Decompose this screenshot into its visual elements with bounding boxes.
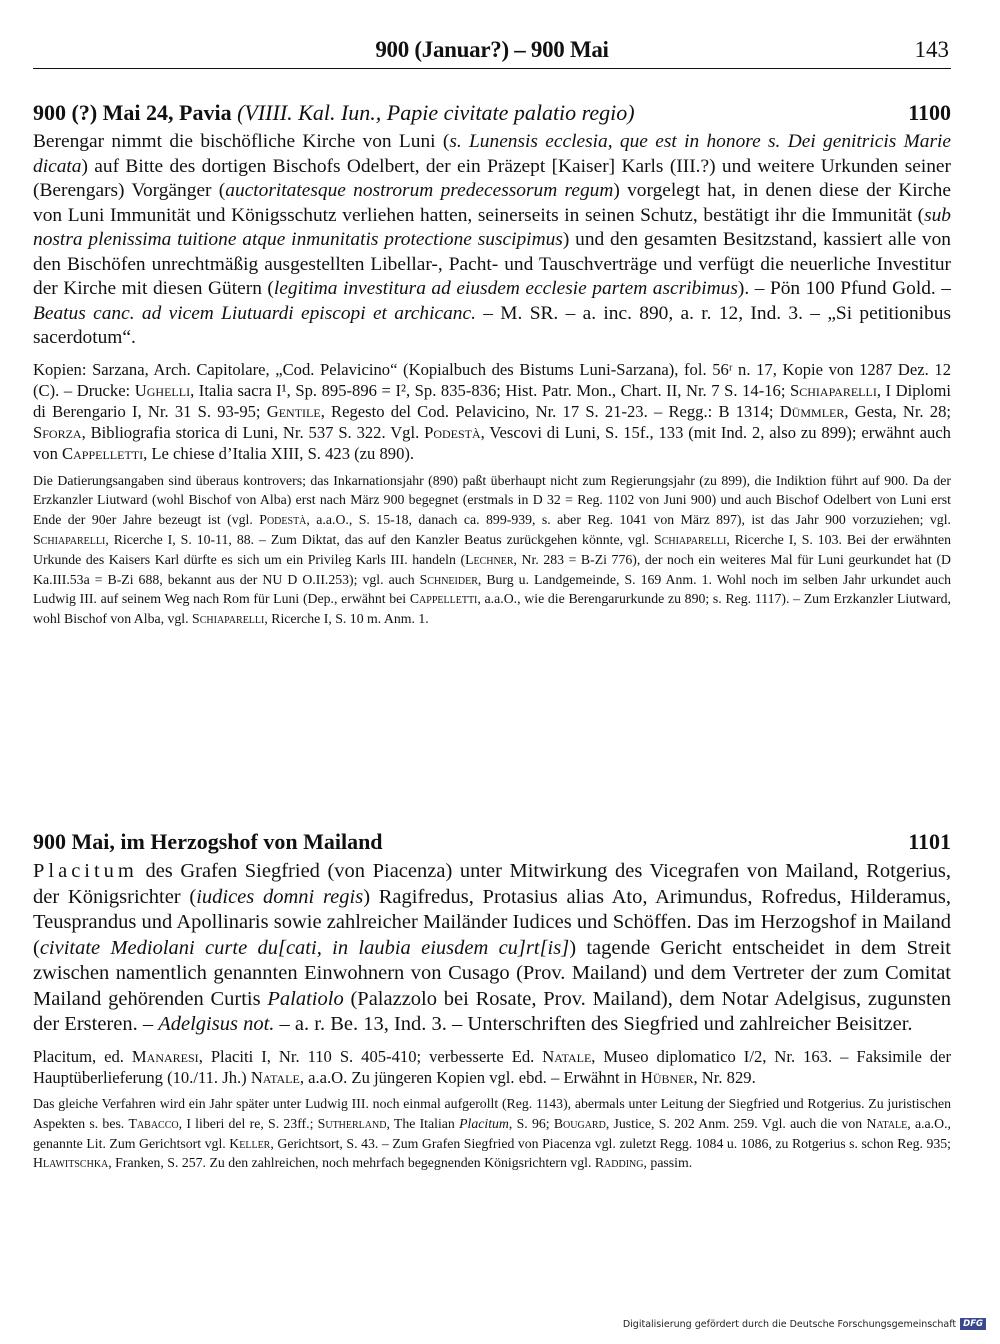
entry-heading [33,829,951,855]
footer-text: Digitalisierung gefördert durch die Deutsche Forschungsgemeinschaft [622,1318,957,1330]
entry-date-place: 900 (?) Mai 24, Pavia [33,100,232,125]
digitization-footer [623,1318,986,1330]
running-title: 900 (Januar?) – 900 Mai [375,37,609,62]
entry-number: 1100 [908,100,951,125]
regest-text: Placitum des Grafen Siegfried (von Piacenza) unter Mitwirkung des Vicegrafen von Mailand, Rotgerius, der Königsrichter (iudices domni regis) Ragifredus, Protasius alias Ato, Arimundus, Rofredus, Hilderamus, Teusprandus und Apollinaris sowie zahlreicher Mailänder Iudices und Schöffen. Das im Herzogshof in Mailand (civitate Mediolani curte du[cati, in laubia eiusdem cu]rt[is]) tagende Gericht entscheidet in dem Streit zwischen namentlich genannten Einwohnern von Cusago (Prov. Mailand) und dem Vertreter der zum Comitat Mailand gehörenden Curtis Palatiolo (Palazzolo bei Rosate, Prov. Mailand), dem Notar Adelgisus, zugunsten der Ersteren. – Adelgisus not. – a. r. Be. 13, Ind. 3. – Unterschriften des Siegfried und zahlreicher Beisitzer. [33,860,952,1035]
page-number: 143 [914,37,949,62]
dfg-logo: DFG [960,1318,986,1330]
copies-and-editions: Kopien: Sarzana, Arch. Capitolare, „Cod. Pelavicino“ (Kopialbuch des Bistums Luni-Sarzana), fol. 56ʳ n. 17, Kopie von 1287 Dez. 12 (C). – Drucke: Ughelli, Italia sacra I¹, Sp. 895-896 = I², Sp. 835-836; Hist. Patr. Mon., Chart. II, Nr. 7 S. 14-16; Schiaparelli, I Diplomi di Berengario I, Nr. 31 S. 93-95; Gentile, Regesto del Cod. Pelavicino, Nr. 17 S. 21-23. – Regg.: B 1314; Dümmler, Gesta, Nr. 28; Sforza, Bibliografia storica di Luni, Nr. 537 S. 322. Vgl. Podestà, Vescovi di Luni, S. 15f., 133 (mit Ind. 2, also zu 899); erwähnt auch von Cappelletti, Le chiese d’Italia XIII, S. 423 (zu 890). [33,359,951,464]
entry-1101 [33,829,951,1173]
regest-text: Berengar nimmt die bischöfliche Kirche von Luni (s. Lunensis ecclesia, que est in honore s. Dei genitricis Marie dicata) auf Bitte des dortigen Bischofs Odelbert, der ein Präzept [Kaiser] Karls (III.?) und weitere Urkunden seiner (Berengars) Vorgänger (auctoritatesque nostrorum predecessorum regum) vorgelegt hat, in denen diese der Kirche von Luni Immunität und Königsschutz verliehen hatten, seinerseits in seinen Schutz, bestätigt ihr die Immunität (sub nostra plenissima tuitione atque inmunitatis protectione suscipimus) und den gesamten Besitzstand, kassiert alle von den Bischöfen unrechtmäßig ausgestellten Libellar-, Pacht- und Tauschverträge und verfügt die neuerliche Investitur der Kirche mit diesen Gütern (legitima investitura ad eiusdem ecclesie partem ascribimus). – Pön 100 Pfund Gold. – Beatus canc. ad vicem Liutuardi episcopi et archicanc. – M. SR. – a. inc. 890, a. r. 12, Ind. 3. – „Si petitionibus sacerdotum“. [33,131,951,348]
entry-dating-clause: (VIIII. Kal. Iun., Papie civitate palatio regio) [237,100,635,125]
commentary-notes: Die Datierungsangaben sind überaus kontrovers; das Inkarnationsjahr (890) paßt überhaupt nicht zum Regierungsjahr (zu 899), die Indiktion führt auf 900. Da der Erzkanzler Liutward (wohl Bischof von Alba) erst nach März 900 begegnet (erstmals in D 32 = Reg. 1102 von Juni 900) und auch Bischof Odelbert von Luni erst Ende der 90er Jahre bezeugt ist (vgl. Podestà, a.a.O., S. 15-18, danach ca. 899-939, s. aber Reg. 1041 von März 897), ist das Jahr 900 vorzuziehen; vgl. Schiaparelli, Ricerche I, S. 10-11, 88. – Zum Diktat, das auf den Kanzler Beatus zurückgehen könnte, vgl. Schiaparelli, Ricerche I, S. 103. Bei der erwähnten Urkunde des Kaisers Karl dürfte es sich um ein Privileg Karls III. handeln (Lechner, Nr. 283 = B-Zi 776), der noch ein weiteres Mal für Luni geurkundet hat (D Ka.III.53a = B-Zi 688, bekannt aus der NU D O.II.253); vgl. auch Schneider, Burg u. Landgemeinde, S. 169 Anm. 1. Wohl noch im selben Jahr urkundet auch Ludwig III. auf seinem Weg nach Rom für Luni (Dep., erwähnt bei Cappelletti, a.a.O., wie die Berengarurkunde zu 890; s. Reg. 1117). – Zum Erzkanzler Liutward, wohl Bischof von Alba, vgl. Schiaparelli, Ricerche I, S. 10 m. Anm. 1. [33,472,952,627]
entry-date-place: 900 Mai, im Herzogshof von Mailand [33,829,383,854]
entry-heading [33,100,951,126]
copies-and-editions: Placitum, ed. Manaresi, Placiti I, Nr. 110 S. 405-410; verbesserte Ed. Natale, Museo diplomatico I/2, Nr. 163. – Faksimile der Hauptüberlieferung (10./11. Jh.) Natale, a.a.O. Zu jüngeren Kopien vgl. ebd. – Erwähnt in Hübner, Nr. 829. [33,1046,952,1087]
entry-number: 1101 [908,829,951,854]
document-page [33,34,952,1171]
commentary-notes: Das gleiche Verfahren wird ein Jahr später unter Ludwig III. noch einmal aufgerollt (Reg. 1143), abermals unter Leitung der Siegfried und Rotgerius. Zu juristischen Aspekten s. bes. Tabacco, I liberi del re, S. 23ff.; Sutherland, The Italian Placitum, S. 96; Bougard, Justice, S. 202 Anm. 259. Vgl. auch die von Natale, a.a.O., genannte Lit. Zum Gerichtsort vgl. Keller, Gerichtsort, S. 43. – Zum Grafen Siegfried von Piacenza vgl. zuletzt Regg. 1084 u. 1086, zu Rotgerius s. schon Reg. 935; Hlawitschka, Franken, S. 257. Zu den zahlreichen, noch mehrfach begegnenden Königsrichtern vgl. Radding, passim. [33,1095,951,1171]
running-head [33,34,951,69]
entry-1100 [33,100,951,629]
